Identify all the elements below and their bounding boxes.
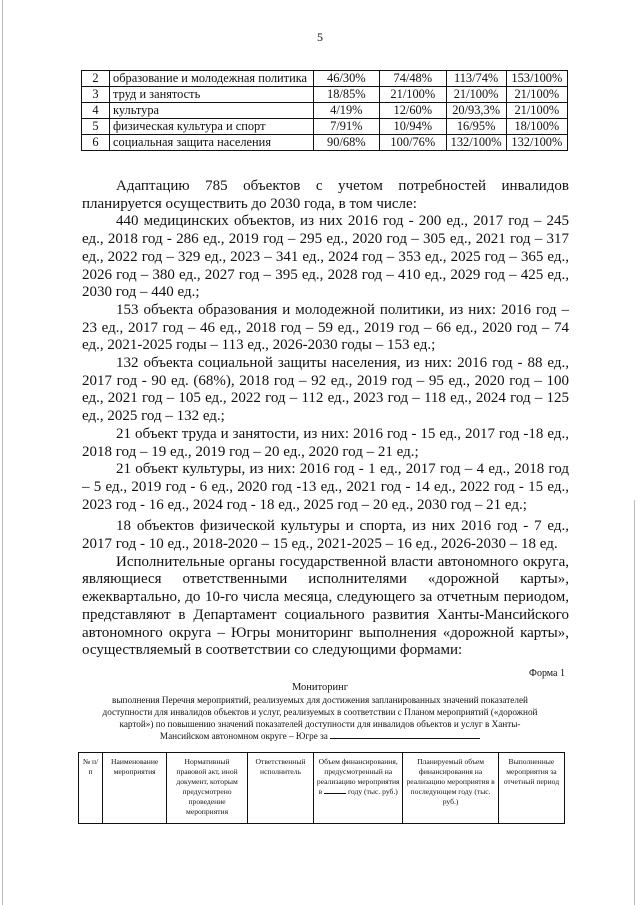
row-number: 2 — [82, 71, 110, 87]
row-name: труд и занятость — [110, 87, 314, 103]
cell-value: 18/85% — [313, 87, 379, 103]
cell-value: 18/100% — [506, 119, 567, 135]
table-row — [82, 119, 568, 135]
table-row — [82, 103, 568, 119]
col-number: № п/п — [79, 753, 103, 824]
cell-value: 153/100% — [506, 71, 567, 87]
cell-value: 10/94% — [380, 119, 446, 135]
paragraph: Адаптацию 785 объектов с учетом потребностей инвалидов планируется осуществить до 2030 года, в том числе: — [82, 178, 569, 212]
cell-value: 132/100% — [446, 135, 506, 151]
cell-value: 132/100% — [506, 135, 567, 151]
scan-edge-left — [2, 0, 3, 905]
form-title: Мониторинг — [291, 682, 349, 693]
col-funding-planned-text: Объем финансирования, предусмотренный на реализацию мероприятия в — [316, 757, 400, 796]
col-legal-act: Нормативный правовой акт, иной документ, которым предусмотрено проведение мероприятия — [167, 753, 248, 824]
form-label: Форма 1 — [529, 668, 565, 679]
paragraph: 440 медицинских объектов, из них 2016 год - 200 ед., 2017 год – 245 ед., 2018 год - 286 ед., 2019 год – 295 ед., 2020 год – 305 ед., 2021 год – 317 ед., 2022 год – 329 ед., 2023 – 341 ед., 2024 год – 353 ед., 2025 год – 365 ед., 2026 год – 380 ед., 2027 год – 395 ед., 2028 год – 410 ед., 2029 год – 425 ед., 2030 год – 440 ед.; — [82, 213, 569, 301]
year-blank — [324, 787, 346, 794]
row-name: культура — [110, 103, 314, 119]
row-name: образование и молодежная политика — [110, 71, 314, 87]
table-row — [82, 87, 568, 103]
cell-value: 46/30% — [313, 71, 379, 87]
cell-value: 21/100% — [380, 87, 446, 103]
cell-value: 4/19% — [313, 103, 379, 119]
table-row — [82, 135, 568, 151]
paragraph: 21 объект культуры, из них: 2016 год - 1 ед., 2017 год – 4 ед., 2018 год – 5 ед., 2019 год - 6 ед., 2020 год -13 ед., 2021 год - 14 ед., 2022 год - 15 ед., 2023 год - 16 ед., 2024 год - 18 ед., 2025 год – 20 ед., 2030 год – 21 ед.; — [82, 461, 569, 513]
table-header-row — [79, 753, 565, 824]
paragraph: Исполнительные органы государственной власти автономного округа, являющиеся ответственными исполнителями «дорожной карты», ежеквартально, до 10-го числа месяца, следующего за отчетным периодом, представляют в Департамент социального развития Ханты-Мансийского автономного округа – Югры мониторинг выполнения «дорожной карты», осуществляемый в соответствии со следующими формами: — [82, 553, 569, 659]
table-row — [82, 71, 568, 87]
objects-table — [81, 70, 568, 151]
col-completed: Выполненные мероприятия за отчетный период — [498, 753, 564, 824]
cell-value: 90/68% — [313, 135, 379, 151]
scan-edge-right — [634, 500, 635, 905]
row-number: 4 — [82, 103, 110, 119]
cell-value: 20/93,3% — [446, 103, 506, 119]
paragraph: 18 объектов физической культуры и спорта, из них 2016 год - 7 ед., 2017 год - 10 ед., 2018-2020 – 15 ед., 2021-2025 – 16 ед., 2026-2030 – 18 ед. — [82, 518, 569, 553]
col-responsible: Ответственный исполнитель — [247, 753, 313, 824]
cell-value: 113/74% — [446, 71, 506, 87]
col-event-name: Наименование мероприятия — [103, 753, 167, 824]
col-funding-next-year: Планируемый объем финансирования на реализацию мероприятия в последующем году (тыс. руб.) — [403, 753, 499, 824]
cell-value: 12/60% — [380, 103, 446, 119]
paragraph: 132 объекта социальной защиты населения, из них: 2016 год - 88 ед., 2017 год - 90 ед. (68%), 2018 год – 92 ед., 2019 год – 95 ед., 2020 год – 100 ед., 2021 год – 105 ед., 2022 год – 112 ед., 2023 год – 118 ед., 2024 год – 125 ед., 2025 год – 132 ед.; — [82, 355, 569, 425]
page-number: 5 — [317, 30, 323, 44]
row-number: 3 — [82, 87, 110, 103]
form-description — [95, 694, 545, 742]
cell-value: 21/100% — [506, 103, 567, 119]
cell-value: 21/100% — [446, 87, 506, 103]
period-blank — [330, 730, 480, 739]
cell-value: 7/91% — [313, 119, 379, 135]
form-description-text: выполнения Перечня мероприятий, реализуемых для достижения запланированных значений показателей доступности для инвалидов объектов и услуг, реализуемых в соответствии с Планом мероприятий («дорожной картой») по повышению значений показателей доступности для инвалидов объектов и услуг в Ханты-Мансийском автономном округе – Югре за — [102, 695, 538, 741]
monitoring-form-table — [78, 752, 565, 824]
row-name: физическая культура и спорт — [110, 119, 314, 135]
row-number: 6 — [82, 135, 110, 151]
cell-value: 21/100% — [506, 87, 567, 103]
cell-value: 16/95% — [446, 119, 506, 135]
row-number: 5 — [82, 119, 110, 135]
body-text — [82, 178, 569, 660]
row-name: социальная защита населения — [110, 135, 314, 151]
paragraph: 153 объекта образования и молодежной политики, из них: 2016 год – 23 ед., 2017 год – 46 ед., 2018 год – 59 ед., 2019 год – 66 ед., 2020 год – 74 ед., 2021-2025 годы – 113 ед., 2026-2030 годы – 153 ед.; — [82, 301, 569, 354]
cell-value: 74/48% — [380, 71, 446, 87]
col-funding-planned — [314, 753, 403, 824]
cell-value: 100/76% — [380, 135, 446, 151]
col-funding-planned-unit: году (тыс. руб.) — [347, 787, 398, 796]
paragraph: 21 объект труда и занятости, из них: 2016 год - 15 ед., 2017 год -18 ед., 2018 год – 19 ед., 2019 год – 20 ед., 2020 год – 21 ед.; — [82, 425, 569, 460]
